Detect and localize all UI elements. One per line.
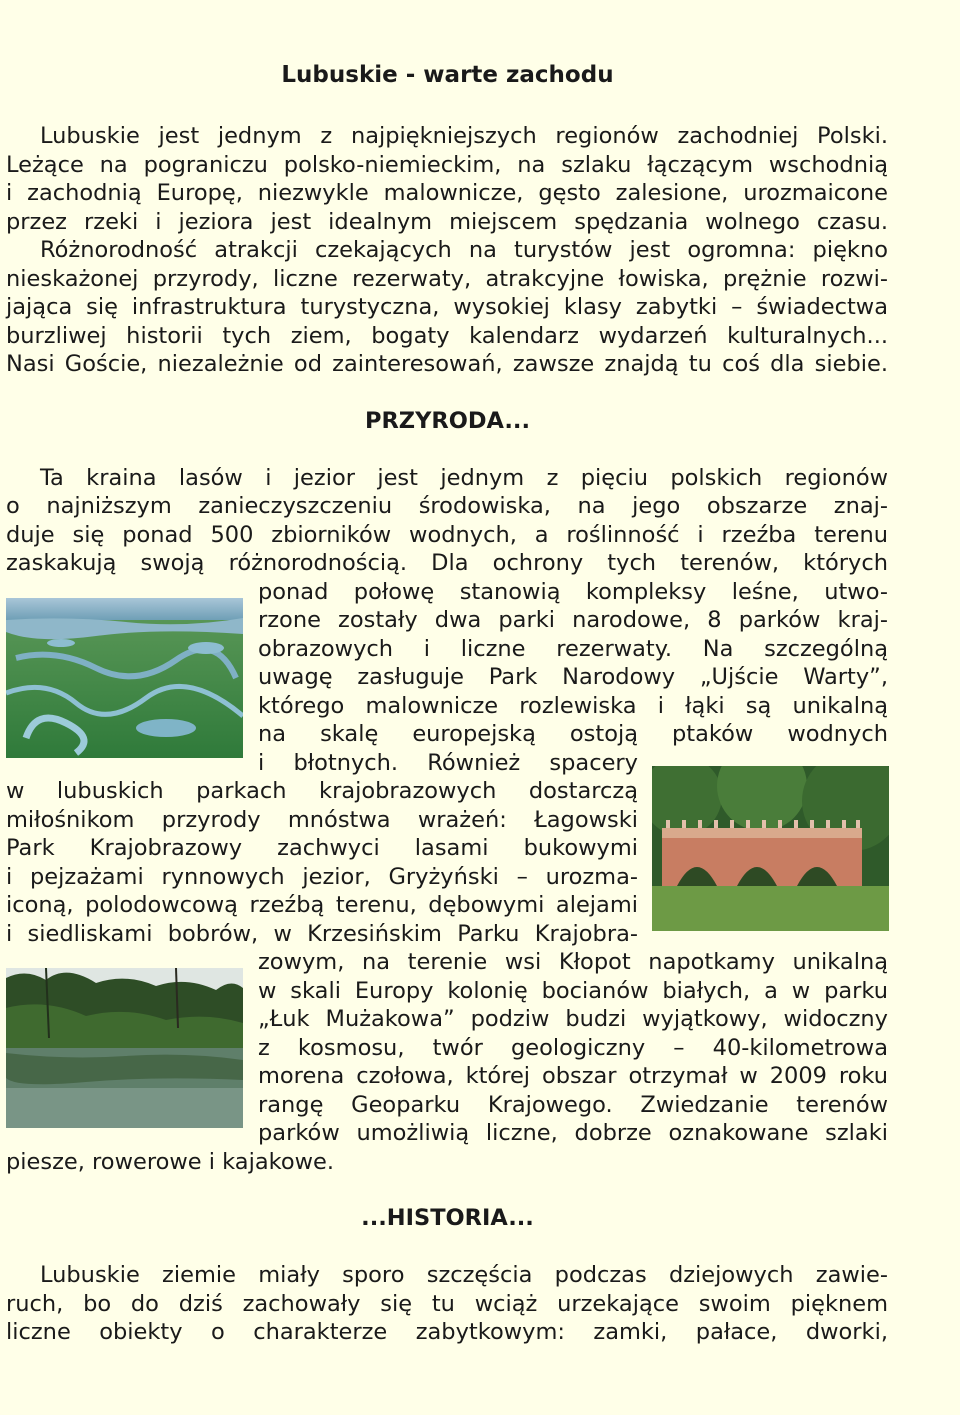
text-line: obrazowych i liczne rezerwaty. Na szczególną [258, 636, 888, 662]
text-line: w skali Europy kolonię bocianów białych, a w parku [258, 978, 888, 1004]
text-line: „Łuk Mużakowa” podziw budzi wyjątkowy, widoczny [258, 1006, 888, 1032]
text-line: o najniższym zanieczyszczeniu środowiska, na jego obszarze znaj- [6, 493, 888, 519]
text-line: ruch, bo do dziś zachowały się tu wciąż urzekające swoim pięknem [6, 1291, 888, 1317]
text-line: Park Krajobrazowy zachwyci lasami bukowymi [6, 835, 638, 861]
text-line: rzone zostały dwa parki narodowe, 8 parków kraj- [258, 607, 888, 633]
text-line: rangę Geoparku Krajowego. Zwiedzanie terenów [258, 1092, 888, 1118]
text-line: którego malownicze rozlewiska i łąki są unikalną [258, 693, 888, 719]
text-line: i siedliskami bobrów, w Krzesińskim Parku Krajobra- [6, 921, 638, 947]
section-heading-history: ...HISTORIA... [361, 1205, 534, 1231]
text-line: zowym, na terenie wsi Kłopot napotkamy unikalną [258, 949, 888, 975]
text-line: iconą, polodowcową rzeźbą terenu, dębowymi alejami [6, 892, 638, 918]
text-line: morena czołowa, której obszar otrzymał w 2009 roku [258, 1063, 888, 1089]
text-line: uwagę zasługuje Park Narodowy „Ujście Warty”, [258, 664, 888, 690]
text-line: Lubuskie ziemie miały sporo szczęścia podczas dziejowych zawie- [40, 1262, 888, 1288]
text-line: Ta kraina lasów i jezior jest jednym z pięciu polskich regionów [40, 465, 888, 491]
section-heading-nature: PRZYRODA... [364, 408, 531, 434]
text-line: ponad połowę stanowią kompleksy leśne, utwo- [258, 579, 888, 605]
text-line: Leżące na pograniczu polsko-niemieckim, na szlaku łączącym wschodnią [6, 152, 888, 178]
text-line: w lubuskich parkach krajobrazowych dostarczą [6, 778, 638, 804]
forest-lake-photo [6, 968, 243, 1128]
text-line: zaskakują swoją różnorodnością. Dla ochrony tych terenów, których [6, 550, 888, 576]
text-line: Nasi Goście, niezależnie od zainteresowań, zawsze znajdą tu coś dla siebie. [6, 351, 888, 377]
text-line: i pejzażami rynnowych jezior, Gryżyński – urozma- [6, 864, 638, 890]
text-line: parków umożliwią liczne, dobrze oznakowane szlaki [258, 1120, 888, 1146]
text-line: i zachodnią Europę, niezwykle malownicze, gęsto zalesione, urozmaicone [6, 180, 888, 206]
text-line: i błotnych. Również spacery [258, 750, 638, 776]
document-title: Lubuskie - warte zachodu [281, 62, 614, 88]
text-line: liczne obiekty o charakterze zabytkowym: zamki, pałace, dworki, [6, 1319, 888, 1345]
text-line: z kosmosu, twór geologiczny – 40-kilometrowa [258, 1035, 888, 1061]
brick-bridge-photo [652, 766, 889, 931]
text-line: na skalę europejską ostoją ptaków wodnych [258, 721, 888, 747]
text-line: Lubuskie jest jednym z najpiękniejszych regionów zachodniej Polski. [40, 123, 888, 149]
text-line: piesze, rowerowe i kajakowe. [6, 1149, 334, 1175]
text-line: duje się ponad 500 zbiorników wodnych, a roślinność i rzeźba terenu [6, 522, 888, 548]
text-line: nieskażonej przyrody, liczne rezerwaty, atrakcyjne łowiska, prężnie rozwi- [6, 266, 888, 292]
text-line: jająca się infrastruktura turystyczna, wysokiej klasy zabytki – świadectwa [6, 294, 888, 320]
text-line: miłośnikom przyrody mnóstwa wrażeń: Łagowski [6, 807, 638, 833]
text-line: burzliwej historii tych ziem, bogaty kalendarz wydarzeń kulturalnych... [6, 323, 888, 349]
text-line: przez rzeki i jeziora jest idealnym miejscem spędzania wolnego czasu. [6, 209, 888, 235]
wetlands-aerial-photo [6, 598, 243, 758]
text-line: Różnorodność atrakcji czekających na turystów jest ogromna: piękno [40, 237, 888, 263]
